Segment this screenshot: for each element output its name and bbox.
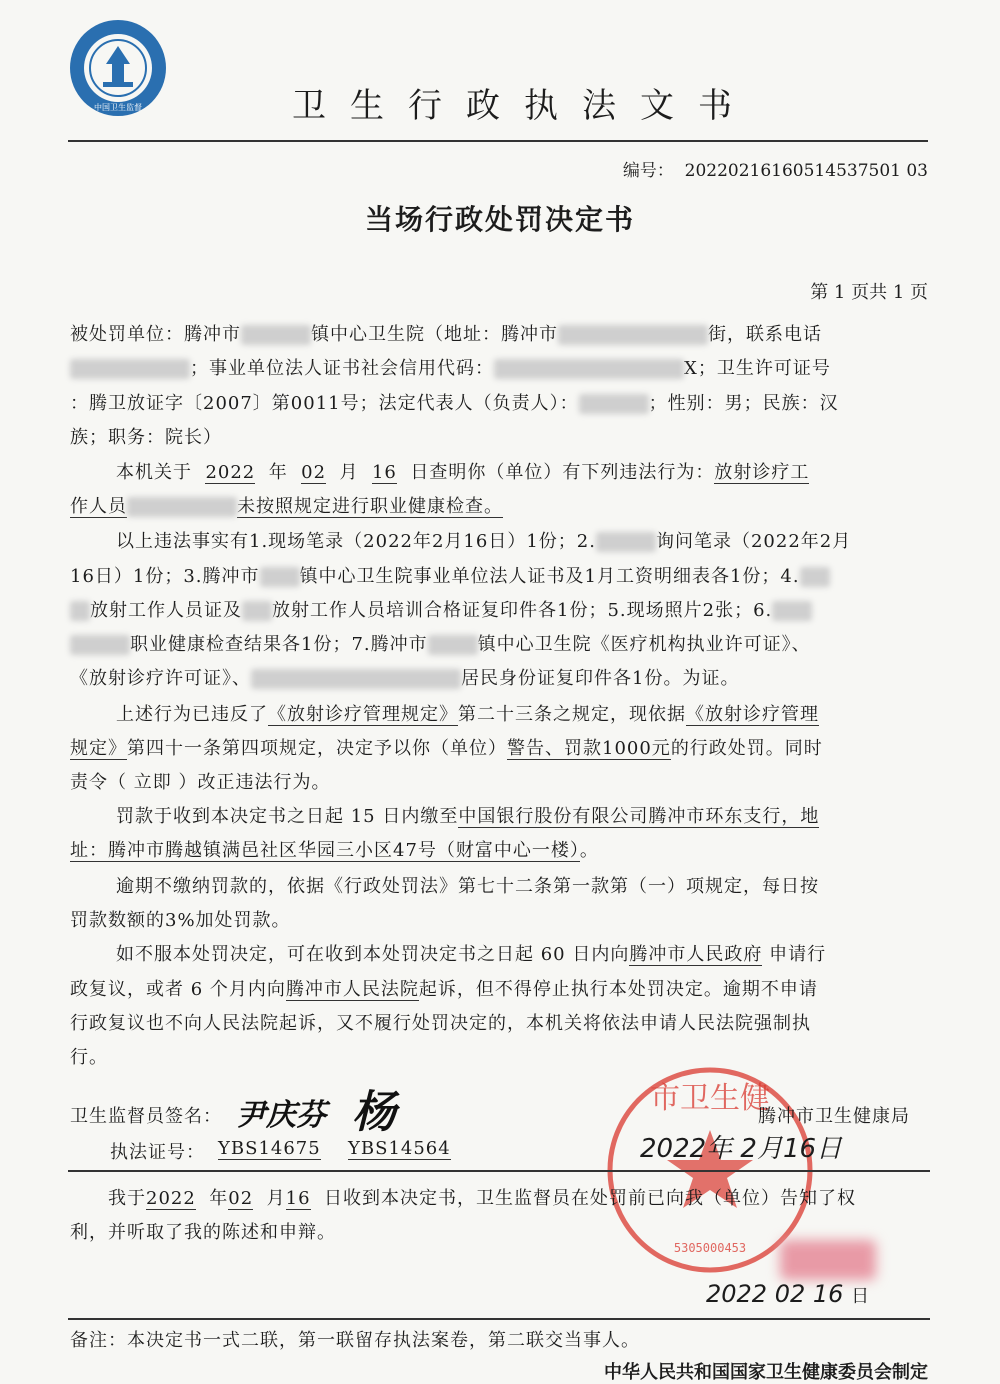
seal-text: 市卫生健 xyxy=(650,1081,770,1116)
body-line: 放射工作人员证及 放射工作人员培训合格证复印件各1份；5.现场照片2张；6. xyxy=(70,596,812,622)
body-line: 上述行为已违反了《放射诊疗管理规定》第二十三条之规定，现依据《放射诊疗管理 xyxy=(116,704,819,725)
body-line: 规定》第四十一条第四项规定，决定予以你（单位）警告、罚款1000元的行政处罚。同时 xyxy=(70,738,823,759)
header-title: 卫生行政执法文书 xyxy=(292,86,756,126)
seal-code: 5305000453 xyxy=(673,1241,747,1255)
footer-divider xyxy=(68,1318,930,1320)
cert-number-2: YBS14564 xyxy=(348,1138,451,1159)
page-count: 第 1 页共 1 页 xyxy=(810,282,928,303)
body-line: 罚款于收到本决定书之日起 15 日内缴至中国银行股份有限公司腾冲市环东支行，地 xyxy=(116,806,820,827)
body-line: 族；职务：院长） xyxy=(70,427,222,448)
body-line: 址：腾冲市腾越镇满邑社区华园三小区47号（财富中心一楼）。 xyxy=(70,840,599,861)
body-line: 行政复议也不向人民法院起诉，又不履行处罚决定的，本机关将依法申请人民法院强制执 xyxy=(70,1013,811,1034)
party-date: 2022 02 16 日 xyxy=(706,1280,870,1308)
body-line: ；事业单位法人证书社会信用代码： X；卫生许可证号 xyxy=(70,354,831,380)
body-line: 《放射诊疗许可证》、 居民身份证复印件各1份。为证。 xyxy=(70,668,740,689)
document-number: 编号： 20220216160514537501 03 xyxy=(622,161,928,181)
cert-number-1: YBS14675 xyxy=(218,1138,321,1159)
body-line: ：腾卫放证字〔2007〕第0011号；法定代表人（负责人）： ；性别：男；民族：汉 xyxy=(70,393,839,414)
body-line: 责令（ 立即 ）改正违法行为。 xyxy=(70,772,331,793)
body-line: 作人员 未按照规定进行职业健康检查。 xyxy=(70,496,503,517)
body-line: 行。 xyxy=(70,1047,108,1068)
party-signature-redacted xyxy=(780,1240,876,1280)
body-line: 本机关于 2022 年 02 月 16 日查明你（单位）有下列违法行为：放射诊疗工 xyxy=(116,462,810,483)
section-divider xyxy=(68,1170,930,1172)
body-line: 职业健康检查结果各1份；7.腾冲市 镇中心卫生院《医疗机构执业许可证》、 xyxy=(70,630,811,656)
inspector-sign-label: 卫生监督员签名： xyxy=(70,1106,222,1127)
document-title: 当场行政处罚决定书 xyxy=(364,203,635,236)
agency-name: 腾冲市卫生健康局 xyxy=(758,1106,910,1127)
logo-text: 中国卫生监督 xyxy=(94,103,142,112)
inspector-signature-2: 杨 xyxy=(352,1087,396,1138)
header-divider xyxy=(68,140,928,142)
receipt-line: 我于2022 年02 月16 日收到本决定书，卫生监督员在处罚前已向我（单位）告知了权 xyxy=(108,1188,856,1209)
body-line: 政复议，或者 6 个月内向腾冲市人民法院起诉，但不得停止执行本处罚决定。逾期不申请 xyxy=(70,979,818,1000)
receipt-line: 利，并听取了我的陈述和申辩。 xyxy=(70,1222,336,1243)
body-line: 被处罚单位：腾冲市 镇中心卫生院（地址：腾冲市 街，联系电话 xyxy=(70,324,822,345)
cert-label: 执法证号： xyxy=(110,1142,205,1163)
health-inspection-logo xyxy=(68,18,168,118)
signature-date: 2022年 2月16日 xyxy=(640,1134,843,1164)
issuer-note: 中华人民共和国国家卫生健康委员会制定 xyxy=(604,1362,928,1383)
body-line: 如不服本处罚决定，可在收到本处罚决定书之日起 60 日内向腾冲市人民政府 申请行 xyxy=(116,944,827,965)
body-line: 逾期不缴纳罚款的，依据《行政处罚法》第七十二条第一款第（一）项规定，每日按 xyxy=(116,876,819,897)
note: 备注：本决定书一式二联，第一联留存执法案卷，第二联交当事人。 xyxy=(70,1330,640,1351)
body-line: 罚款数额的3%加处罚款。 xyxy=(70,910,291,931)
body-line: 16日）1份；3.腾冲市 镇中心卫生院事业单位法人证书及1月工资明细表各1份；4. xyxy=(70,562,830,588)
body-line: 以上违法事实有1.现场笔录（2022年2月16日）1份；2. 询问笔录（2022年2月 xyxy=(116,531,852,552)
inspector-signature-1: 尹庆芬 xyxy=(236,1098,326,1133)
